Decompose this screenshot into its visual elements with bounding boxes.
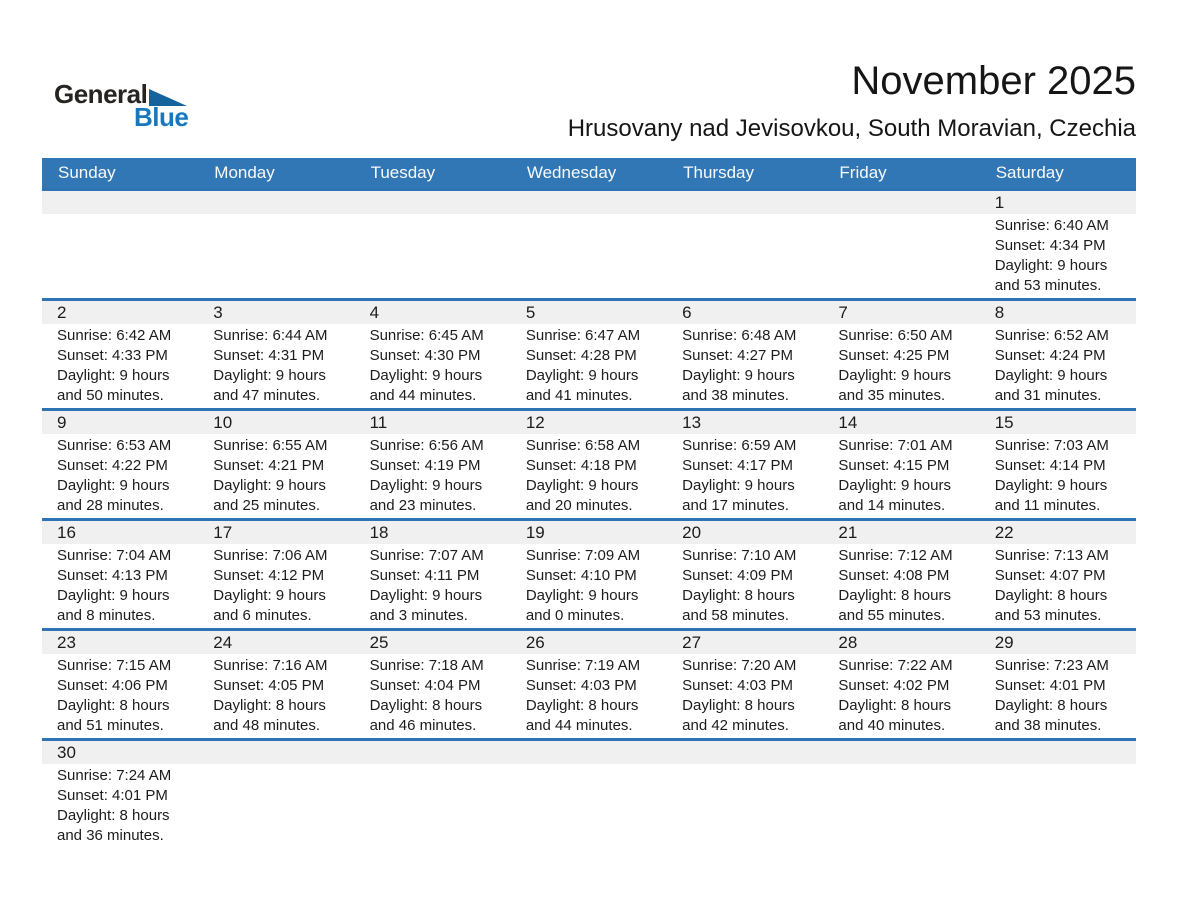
day-detail-line: Sunrise: 6:56 AM [369,437,484,454]
day-detail-line: Sunset: 4:30 PM [369,347,481,364]
day-detail-line: Sunrise: 6:45 AM [369,327,484,344]
day-detail-line: Sunrise: 7:23 AM [994,657,1109,674]
page-location: Hrusovany nad Jevisovkou, South Moravian, Czechia [567,115,1136,142]
day-detail-line: Sunset: 4:06 PM [57,677,168,694]
day-detail-line: Sunset: 4:12 PM [213,567,325,584]
day-number-11: 11 [369,412,388,432]
day-cell-21 [823,546,979,626]
day-detail-line: Daylight: 8 hours [369,697,483,714]
day-number-22: 22 [994,522,1014,542]
day-detail-line: and 50 minutes. [57,387,164,404]
day-detail-line: and 42 minutes. [682,717,789,734]
day-detail-line: Daylight: 8 hours [213,697,326,714]
day-detail-line: Sunset: 4:18 PM [525,457,637,474]
day-number-8: 8 [994,302,1005,322]
day-detail-line: Daylight: 9 hours [213,367,326,384]
weekday-header-saturday: Saturday [995,163,1064,182]
day-detail-line: Sunrise: 7:04 AM [57,547,172,564]
weekday-header-sunday: Sunday [58,163,116,182]
day-cell-2 [42,326,198,406]
day-number-26: 26 [525,632,545,652]
day-detail-line: Sunset: 4:08 PM [838,567,950,584]
day-detail-line: Sunset: 4:31 PM [213,347,325,364]
day-detail-line: Daylight: 9 hours [682,367,795,384]
day-number-25: 25 [369,632,389,652]
day-detail-line: Sunrise: 6:52 AM [994,327,1109,344]
day-detail-line: Sunset: 4:33 PM [57,347,168,364]
day-number-16: 16 [57,522,76,542]
day-detail-line: Daylight: 8 hours [994,697,1108,714]
day-detail-line: Sunrise: 7:12 AM [838,547,953,564]
empty-day-cell [198,216,354,296]
day-detail-line: Sunset: 4:14 PM [994,457,1106,474]
day-cell-23 [42,656,198,736]
day-detail-line: Sunrise: 6:58 AM [525,437,641,454]
weekday-header-wednesday: Wednesday [526,163,617,182]
day-detail-line: Sunrise: 6:48 AM [682,327,797,344]
week-row-4 [42,518,1136,628]
day-detail-line: and 17 minutes. [682,497,789,514]
day-details-strip [42,434,1136,518]
title-block [568,60,1136,143]
day-cell-5 [511,326,667,406]
day-detail-line: Sunrise: 7:22 AM [838,657,953,674]
day-cell-3 [198,326,354,406]
day-detail-line: and 38 minutes. [994,717,1102,734]
weekday-header-monday: Monday [214,163,275,182]
day-detail-line: and 51 minutes. [57,717,164,734]
day-detail-line: Daylight: 9 hours [525,587,639,604]
day-detail-line: and 41 minutes. [525,387,633,404]
day-cell-13 [667,436,823,516]
day-detail-line: Sunrise: 7:15 AM [57,657,172,674]
day-number-18: 18 [369,522,389,542]
day-detail-line: Daylight: 8 hours [838,587,951,604]
empty-day-cell [980,766,1136,846]
day-detail-line: Daylight: 9 hours [838,367,951,384]
empty-day-cell [511,766,667,846]
day-detail-line: Daylight: 8 hours [994,587,1108,604]
day-number-21: 21 [838,522,858,542]
day-detail-line: and 8 minutes. [57,607,156,624]
day-detail-line: Daylight: 9 hours [994,367,1108,384]
day-detail-line: Sunset: 4:02 PM [838,677,950,694]
empty-day-cell [355,766,511,846]
day-detail-line: and 55 minutes. [838,607,946,624]
day-detail-line: Daylight: 9 hours [369,367,483,384]
day-detail-line: Sunset: 4:13 PM [57,567,168,584]
day-cell-11 [355,436,511,516]
day-detail-line: Sunset: 4:25 PM [838,347,950,364]
day-cell-22 [980,546,1136,626]
day-number-2: 2 [57,302,67,322]
day-detail-line: Daylight: 8 hours [682,697,795,714]
day-detail-line: Sunrise: 7:07 AM [369,547,484,564]
day-number-17: 17 [213,522,233,542]
day-number-14: 14 [838,412,858,432]
day-cell-1 [980,216,1136,296]
day-number-strip [42,741,1136,764]
empty-day-cell [198,766,354,846]
day-detail-line: Sunset: 4:01 PM [57,787,168,804]
day-detail-line: Sunrise: 6:44 AM [213,327,328,344]
day-detail-line: Sunrise: 6:55 AM [213,437,328,454]
weekday-header-friday: Friday [839,163,887,182]
day-detail-line: Sunrise: 6:59 AM [682,437,797,454]
day-cell-10 [198,436,354,516]
day-detail-line: and 48 minutes. [213,717,321,734]
day-number-27: 27 [682,632,702,652]
week-row-1 [42,188,1136,298]
day-detail-line: Sunset: 4:03 PM [525,677,637,694]
day-detail-line: Sunset: 4:24 PM [994,347,1106,364]
day-cell-18 [355,546,511,626]
day-detail-line: Sunrise: 7:20 AM [682,657,797,674]
day-detail-line: and 47 minutes. [213,387,321,404]
day-detail-line: and 3 minutes. [369,607,468,624]
day-number-strip [42,191,1136,214]
day-detail-line: Sunset: 4:17 PM [682,457,794,474]
day-details-strip [42,764,1136,848]
day-detail-line: and 44 minutes. [525,717,633,734]
empty-day-cell [511,216,667,296]
day-detail-line: Daylight: 9 hours [994,257,1108,274]
day-number-30: 30 [57,742,76,762]
general-blue-logo [54,80,188,131]
day-detail-line: Sunrise: 7:01 AM [838,437,953,454]
day-detail-line: and 14 minutes. [838,497,946,514]
day-cell-30 [42,766,198,846]
empty-day-cell [667,766,823,846]
day-detail-line: Daylight: 9 hours [213,477,326,494]
day-detail-line: Daylight: 8 hours [525,697,639,714]
day-detail-line: Daylight: 9 hours [369,477,483,494]
day-number-9: 9 [57,412,67,432]
day-number-23: 23 [57,632,76,652]
page-title: November 2025 [851,59,1136,103]
week-row-5 [42,628,1136,738]
day-detail-line: Sunset: 4:27 PM [682,347,794,364]
day-detail-line: and 0 minutes. [525,607,625,624]
day-cell-14 [823,436,979,516]
day-cell-12 [511,436,667,516]
day-cell-9 [42,436,198,516]
empty-day-cell [355,216,511,296]
day-detail-line: Sunrise: 7:16 AM [213,657,328,674]
day-number-5: 5 [525,302,536,322]
day-detail-line: Daylight: 9 hours [57,367,170,384]
day-detail-line: Sunset: 4:03 PM [682,677,794,694]
day-detail-line: Daylight: 8 hours [682,587,795,604]
page-header [0,0,1188,143]
day-detail-line: and 35 minutes. [838,387,946,404]
day-detail-line: Sunrise: 7:18 AM [369,657,484,674]
day-number-12: 12 [525,412,545,432]
day-cell-8 [980,326,1136,406]
empty-day-cell [667,216,823,296]
day-detail-line: Sunrise: 7:09 AM [525,547,641,564]
day-cell-6 [667,326,823,406]
day-number-19: 19 [525,522,545,542]
day-detail-line: Sunset: 4:21 PM [213,457,325,474]
day-detail-line: Daylight: 9 hours [525,477,639,494]
day-number-24: 24 [213,632,233,652]
weekday-header-thursday: Thursday [683,163,755,182]
day-number-29: 29 [994,632,1014,652]
calendar-table [42,158,1136,848]
day-cell-15 [980,436,1136,516]
day-cell-16 [42,546,198,626]
empty-day-cell [42,216,198,296]
day-detail-line: Sunset: 4:10 PM [525,567,637,584]
empty-day-cell [823,216,979,296]
day-cell-25 [355,656,511,736]
day-cell-24 [198,656,354,736]
day-detail-line: Sunset: 4:09 PM [682,567,794,584]
day-detail-line: and 23 minutes. [369,497,477,514]
day-number-6: 6 [682,302,692,322]
day-detail-line: Sunrise: 7:19 AM [525,657,641,674]
day-detail-line: Daylight: 8 hours [838,697,951,714]
day-detail-line: Daylight: 8 hours [57,697,170,714]
day-detail-line: Sunset: 4:15 PM [838,457,950,474]
day-number-10: 10 [213,412,233,432]
day-detail-line: and 40 minutes. [838,717,946,734]
day-detail-line: Daylight: 9 hours [994,477,1108,494]
day-number-4: 4 [369,302,380,322]
day-detail-line: and 28 minutes. [57,497,164,514]
day-cell-27 [667,656,823,736]
day-detail-line: Daylight: 9 hours [57,477,170,494]
day-number-strip [42,301,1136,324]
day-detail-line: and 53 minutes. [994,607,1102,624]
day-detail-line: Sunset: 4:19 PM [369,457,481,474]
day-detail-line: Sunrise: 7:03 AM [994,437,1109,454]
weekday-header-row [42,158,1136,188]
day-detail-line: Daylight: 9 hours [213,587,326,604]
day-number-3: 3 [213,302,223,322]
day-number-7: 7 [838,302,848,322]
day-detail-line: Sunrise: 7:13 AM [994,547,1109,564]
day-details-strip [42,654,1136,738]
day-detail-line: and 53 minutes. [994,277,1102,294]
day-cell-20 [667,546,823,626]
day-details-strip [42,324,1136,408]
day-details-strip [42,544,1136,628]
day-cell-7 [823,326,979,406]
day-detail-line: and 58 minutes. [682,607,789,624]
week-row-3 [42,408,1136,518]
day-detail-line: Daylight: 9 hours [525,367,639,384]
day-detail-line: Sunset: 4:28 PM [525,347,637,364]
calendar-weeks [42,188,1136,848]
day-number-strip [42,631,1136,654]
day-detail-line: Sunrise: 6:50 AM [838,327,953,344]
day-number-28: 28 [838,632,858,652]
day-detail-line: Sunrise: 6:40 AM [994,217,1109,234]
day-detail-line: and 36 minutes. [57,827,164,844]
day-detail-line: Sunrise: 7:24 AM [57,767,172,784]
day-detail-line: Sunrise: 7:06 AM [213,547,328,564]
day-detail-line: Sunset: 4:05 PM [213,677,325,694]
day-number-1: 1 [994,192,1005,212]
day-cell-26 [511,656,667,736]
day-detail-line: Daylight: 9 hours [838,477,951,494]
day-number-15: 15 [994,412,1014,432]
day-detail-line: Sunset: 4:04 PM [369,677,481,694]
day-detail-line: Daylight: 9 hours [57,587,170,604]
day-detail-line: and 31 minutes. [994,387,1102,404]
day-detail-line: and 25 minutes. [213,497,321,514]
empty-day-cell [823,766,979,846]
day-detail-line: Daylight: 9 hours [369,587,483,604]
day-detail-line: and 46 minutes. [369,717,477,734]
day-detail-line: and 6 minutes. [213,607,312,624]
day-number-strip [42,411,1136,434]
weekday-header-tuesday: Tuesday [370,163,436,182]
day-detail-line: and 38 minutes. [682,387,789,404]
day-number-20: 20 [682,522,702,542]
day-detail-line: Sunset: 4:34 PM [994,237,1106,254]
day-detail-line: Sunset: 4:22 PM [57,457,168,474]
day-detail-line: Sunrise: 7:10 AM [682,547,797,564]
day-detail-line: Sunrise: 6:47 AM [525,327,641,344]
logo-text-blue: Blue [134,101,189,132]
day-cell-28 [823,656,979,736]
day-number-strip [42,521,1136,544]
day-detail-line: and 44 minutes. [369,387,477,404]
day-detail-line: Sunset: 4:11 PM [369,567,480,584]
day-detail-line: and 11 minutes. [994,497,1101,514]
week-row-6 [42,738,1136,848]
day-cell-17 [198,546,354,626]
day-detail-line: Sunrise: 6:53 AM [57,437,172,454]
logo-text-general: General [54,79,148,109]
day-detail-line: Sunrise: 6:42 AM [57,327,172,344]
day-number-13: 13 [682,412,702,432]
day-cell-4 [355,326,511,406]
day-detail-line: Daylight: 8 hours [57,807,170,824]
day-detail-line: Sunset: 4:01 PM [994,677,1106,694]
day-detail-line: Daylight: 9 hours [682,477,795,494]
day-cell-29 [980,656,1136,736]
week-row-2 [42,298,1136,408]
day-details-strip [42,214,1136,298]
day-cell-19 [511,546,667,626]
day-detail-line: Sunset: 4:07 PM [994,567,1106,584]
day-detail-line: and 20 minutes. [525,497,633,514]
